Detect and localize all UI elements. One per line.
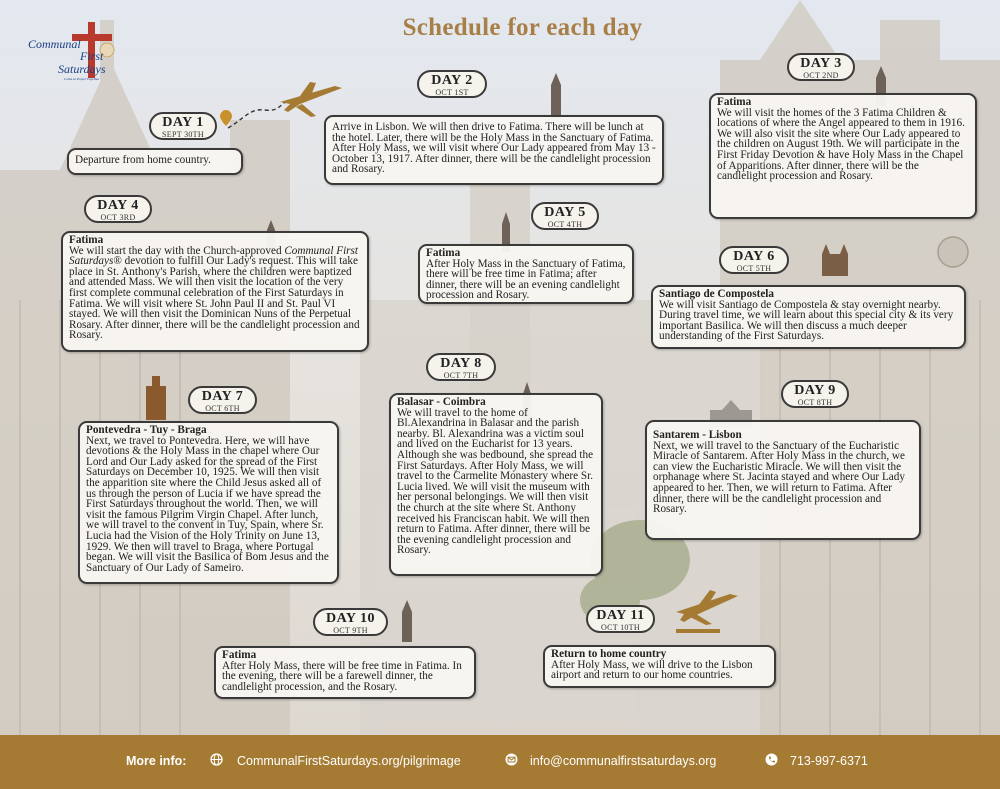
day-heading: Balasar - Coimbra [397,396,486,408]
day-heading: Santiago de Compostela [659,288,774,300]
day-heading: Fatima [69,234,104,246]
email-link[interactable]: info@communalfirstsaturdays.org [530,754,717,768]
bell-tower-icon [142,374,170,420]
devotion-name: Communal First Saturdays [69,244,359,268]
day-5-label [531,202,599,230]
website-link[interactable]: CommunalFirstSaturdays.org/pilgrimage [237,754,461,768]
logo-tagline: Come in Prayer Together [64,77,100,81]
church-tower-icon [397,600,417,642]
day-date: OCT 6TH [205,404,240,413]
day-date: OCT 7TH [443,371,479,380]
day-text: After Holy Mass, there will be free time in Fatima. In the evening, there will be a farewell dinner, the candlelight procession, and the Rosary. [222,659,462,693]
day-heading: Fatima [426,247,461,259]
day-date: OCT 8TH [797,398,833,407]
day-3-label [787,53,855,81]
day-date: OCT 3RD [100,213,136,222]
day-heading: Pontevedra - Tuy - Braga [86,424,207,436]
day-10-description [214,646,476,699]
day-heading: Fatima [222,649,257,661]
day-6-description [651,285,966,349]
day-date: OCT 4TH [547,220,583,229]
day-2-label [417,70,487,98]
email-icon [505,753,518,766]
day-text: We will visit Santiago de Compostela & stay overnight nearby. During travel time, we will learn about this special city & its very important Basilica. We will then discuss a much deeper understanding of the First Saturdays. [659,298,954,343]
day-text-part: ® devotion to fulfill Our Lady's request. This will take place in St. Anthony's Parish, where the children were baptized and attended Mass. We will then visit the location of the very first complete communal celebration of the First Saturdays in Fatima. We will visit where St. John Paul II and St. Paul VI stayed. We will then visit the Dominican Nuns of the Perpetual Rosary. After dinner, there will be the candlelight procession and Rosary. [69,255,360,342]
globe-icon [210,753,223,766]
day-date: SEPT 30TH [162,130,204,139]
day-date: OCT 1ST [435,88,469,97]
basilica-icon [820,244,850,276]
day-11-description [543,645,776,688]
phone-icon [765,753,778,766]
day-number: DAY 1 [162,115,204,130]
page-title: Schedule for each day [402,14,643,41]
day-number: DAY 8 [440,356,482,371]
day-text: We will travel to the home of Bl.Alexandrina in Balasar and the parish nearby. Bl. Alexandrina was a victim soul and lived on the Eucharist for 13 years. Although she was bedbound, she spread the First Saturdays. After Holy Mass, we will travel to the Carmelite Monastery where Sr. Lucia lived. We will visit the museum with her personal belongings. We will then visit the church at the site where St. Anthony received his Franciscan habit. We will then return to Fatima. After dinner, there will be the evening candlelight procession and Rosary. [397,406,594,557]
footer-bar [0,735,1000,789]
day-10-label [313,608,388,636]
landing-airplane-icon [672,584,744,636]
church-tower-icon [545,73,567,119]
day-text: We will visit the homes of the 3 Fatima Children & locations of where the Angel appeared to them in 1916. We will also visit the site where Our Lady appeared to the children on August 19th. We will participate in the First Friday Devotion & have Holy Mass in the Chapel of Apparitions. After dinner, there will be the candlelight procession and Rosary. [717,106,965,183]
day-heading: Fatima [717,96,752,108]
day-2-description [324,115,664,185]
day-7-label [188,386,257,414]
day-number: DAY 4 [97,198,139,213]
more-info-label: More info: [126,754,187,768]
day-11-label [586,605,655,633]
day-number: DAY 10 [325,611,376,626]
day-number: DAY 3 [800,56,842,71]
day-8-description [389,393,603,576]
day-number: DAY 5 [544,205,586,220]
day-9-description [645,420,921,540]
day-text [69,246,361,341]
day-4-label [84,195,152,223]
day-heading: Return to home country [551,648,667,660]
day-date: OCT 9TH [333,626,368,635]
day-6-label [719,246,789,274]
day-text: After Holy Mass in the Sanctuary of Fatima, there will be free time in Fatima; after dinner, there will be an evening candlelight procession and Rosary. [426,257,626,302]
day-heading: Santarem - Lisbon [653,429,742,441]
day-text: Arrive in Lisbon. We will then drive to Fatima. There will be lunch at the hotel. Later, there will be the Holy Mass in the Sanctuary of Fatima. After Holy Mass, we will visit where Our Lady appeared from May 13 - October 13, 1917. After dinner, there will be the candlelight procession and Rosary. [332,121,656,176]
day-1-description [67,148,243,175]
day-number: DAY 7 [201,389,244,404]
day-1-label [149,112,217,140]
day-9-label [781,380,849,408]
day-text-part: We will start the day with the Church-approved [69,244,285,257]
logo-line-2: First [80,49,104,63]
day-4-description [61,231,369,352]
day-text: Departure from home country. [75,154,211,166]
day-date: OCT 2ND [803,71,839,80]
day-text: Next, we travel to Pontevedra. Here, we will have devotions & the Holy Mass in the chapel where Our Lord and Our Lady asked for the spread of the First Saturdays on December 10, 1925. We will then visit the apparition site where the Child Jesus asked all of us through the person of Lucia if we have spread the First Saturdays throughout the world. Then, we will visit the famous Pilgrim Virgin Chapel. After lunch, we will travel to the convent in Tuy, Spain, where Sr. Lucia had the Vision of the Holy Trinity on June 13, 1929. We then will travel to Braga, where Portugal began. We will visit the Basilica of Bom Jesus and the Sanctuary of Our Lady of Sameiro. [86,434,329,574]
day-7-description [78,421,339,584]
day-number: DAY 2 [431,73,473,88]
day-number: DAY 9 [794,383,836,398]
day-number: DAY 6 [733,249,775,264]
logo-line-3: Saturdays [58,62,106,76]
day-text: Next, we will travel to the Sanctuary of the Eucharistic Miracle of Santarem. After Holy Mass in the church, we can view the Eucharistic Miracle. We will then visit the orphanage where St. Jacinta stayed and where Our Lady appeared to her. Then, we will return to Fatima. After dinner, there will be the candlelight procession and Rosary. [653,439,905,516]
phone-number[interactable]: 713-997-6371 [790,754,868,768]
day-5-description [418,244,634,304]
day-date: OCT 10TH [601,623,640,632]
day-3-description [709,93,977,219]
day-number: DAY 11 [596,608,645,623]
day-date: OCT 5TH [736,264,772,273]
day-text: After Holy Mass, we will drive to the Lisbon airport and return to our home countries. [551,658,753,682]
logo-line-1: Communal [28,37,81,51]
day-8-label [426,353,496,381]
